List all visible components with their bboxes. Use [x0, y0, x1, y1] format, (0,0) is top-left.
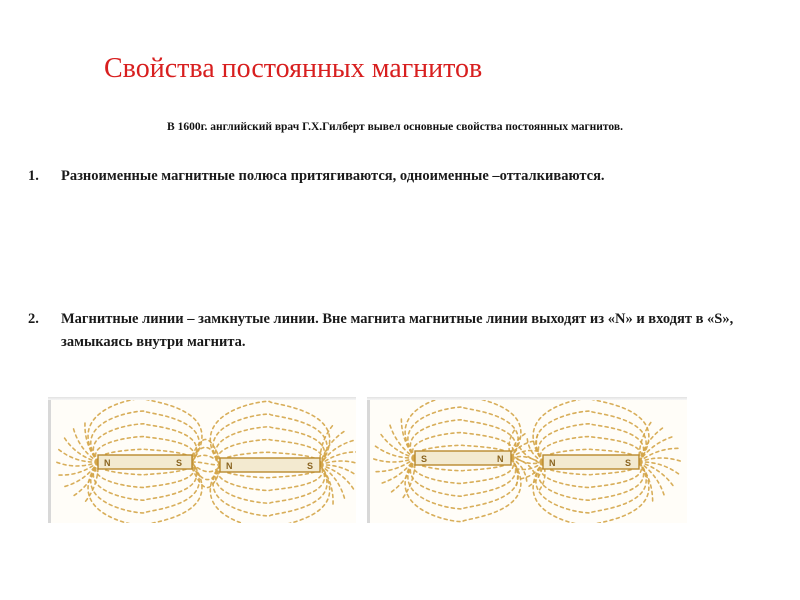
property-number: 1. [28, 168, 39, 184]
bar-magnet [415, 451, 511, 465]
intro-text: В 1600г. английский врач Г.Х.Гилберт вывел основные свойства постоянных магнитов. [167, 121, 623, 133]
field-lines-image [48, 397, 356, 523]
property-text: Магнитные линии – замкнутые линии. Вне магнита магнитные линии выходят из «N» и входят в «S», замыкаясь внутри магнита. [61, 311, 734, 350]
property-text: Разноименные магнитные полюса притягиваются, одноименные –отталкиваются. [61, 168, 605, 184]
repelling-magnets-figure [367, 397, 687, 523]
pole-label: S [625, 458, 632, 468]
pole-label: N [549, 458, 556, 468]
slide-title: Свойства постоянных магнитов [104, 53, 483, 84]
field-lines-image [367, 397, 687, 523]
pole-label: S [421, 454, 428, 464]
attracting-magnets-figure [48, 397, 356, 523]
pole-label: S [176, 458, 183, 468]
pole-label: N [497, 454, 504, 464]
property-item-1 [28, 165, 778, 188]
bar-magnet [543, 455, 639, 469]
bar-magnet [98, 455, 192, 469]
pole-label: N [104, 458, 111, 468]
magnet-body [220, 458, 320, 472]
pole-label: N [226, 461, 233, 471]
property-number: 2. [28, 311, 39, 327]
pole-label: S [307, 461, 314, 471]
property-item-2 [28, 308, 778, 354]
bar-magnet [220, 458, 320, 472]
